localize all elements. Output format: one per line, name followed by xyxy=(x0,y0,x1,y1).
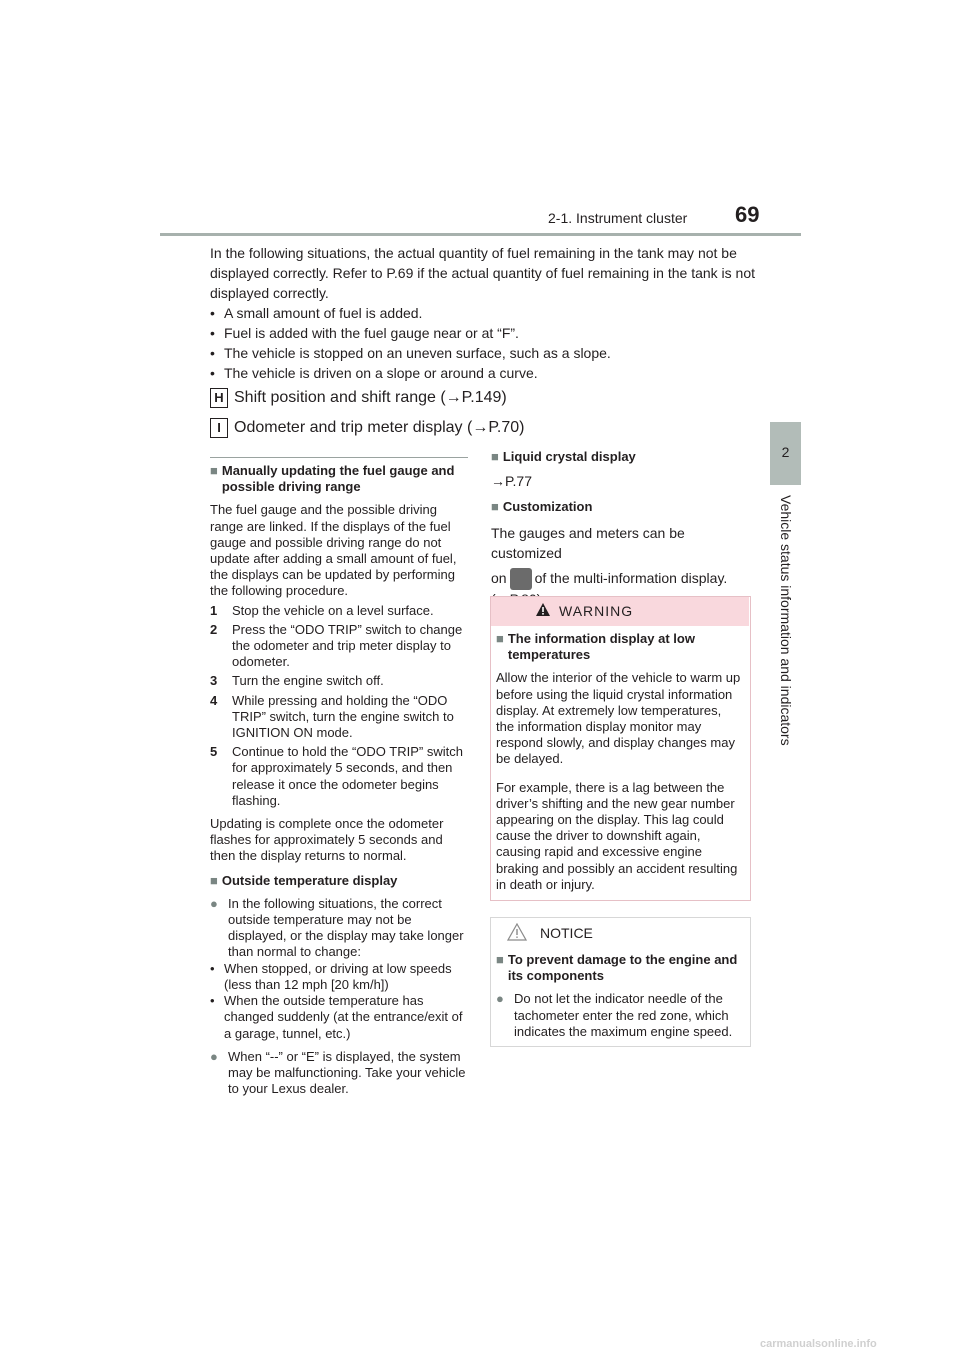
page-number: 69 xyxy=(735,202,760,227)
list-item: • A small amount of fuel is added. xyxy=(210,303,760,323)
warning-content xyxy=(496,631,742,893)
procedure-step: 4 While pressing and holding the “ODO TRIP” switch, turn the engine switch to IGNITION ON mode. xyxy=(210,692,454,741)
label-h xyxy=(210,388,507,408)
watermark: carmanualsonline.info xyxy=(760,1338,877,1350)
square-bullet-icon: ■ xyxy=(210,872,218,888)
square-bullet-icon: ■ xyxy=(210,463,218,478)
square-bullet-icon: ■ xyxy=(491,449,499,464)
list-item: • Fuel is added with the fuel gauge near or at “F”. xyxy=(210,323,760,343)
square-bullet-icon: ■ xyxy=(496,631,504,646)
column-rule xyxy=(210,457,468,458)
manual-update-body: The fuel gauge and the possible driving range are linked. If the displays of the fuel gauge and possible driving range do not update after adding a small amount of fuel, the displays can be updated by performing the following procedure. xyxy=(210,502,457,599)
left-column xyxy=(210,463,468,1097)
label-i xyxy=(210,418,525,438)
chapter-title xyxy=(770,495,801,755)
customization-body-2: on of the multi-information display. xyxy=(491,567,753,590)
lcd-heading: ■ Liquid crystal display xyxy=(491,449,636,464)
outside-temp-subitem: • When stopped, or driving at low speeds (less than 12 mph [20 km/h]) xyxy=(210,960,452,992)
outside-temp-item: ● When “--” or “E” is displayed, the system may be malfunctioning. Take your vehicle to your Lexus dealer. xyxy=(210,1048,466,1097)
procedure-step: 5 Continue to hold the “ODO TRIP” switch for approximately 5 seconds, and then release it once the odometer begins flashing. xyxy=(210,744,463,808)
outside-temp-subitem: • When the outside temperature has changed suddenly (at the entrance/exit of a garage, tunnel, etc.) xyxy=(210,993,463,1041)
chapter-number: 2 xyxy=(781,444,790,460)
warning-icon xyxy=(535,602,551,622)
header-rule xyxy=(160,233,801,236)
procedure-step: 1 Stop the vehicle on a level surface. xyxy=(210,602,434,618)
update-note: Updating is complete once the odometer flashes for approximately 5 seconds and then the display returns to normal. xyxy=(210,816,444,864)
outside-temp-heading: ■ Outside temperature display xyxy=(210,872,398,888)
intro-paragraph: In the following situations, the actual quantity of fuel remaining in the tank may not be displayed correctly. Refer to P.69 if the actual quantity of fuel remaining in the tank is not displayed correctly. xyxy=(210,245,756,301)
label-i-text: Odometer and trip meter display (→P.70) xyxy=(234,419,525,436)
label-h-text: Shift position and shift range (→P.149) xyxy=(234,389,507,406)
intro-block xyxy=(210,243,760,383)
notice-item: ● Do not let the indicator needle of the tachometer enter the red zone, which indicates the maximum engine speed. xyxy=(496,991,733,1039)
lcd-ref: →P.77 xyxy=(491,473,532,490)
warning-para-1: Allow the interior of the vehicle to warm up before using the liquid crystal information display. At extremely low temperatures, the information display monitor may respond slowly, and display changes may be delayed. xyxy=(496,670,741,767)
chapter-tab-rule xyxy=(770,483,801,485)
notice-icon xyxy=(507,923,527,946)
outside-temp-item: ● In the following situations, the correct outside temperature may not be displayed, or the display may take longer than normal to change: xyxy=(210,895,464,960)
square-bullet-icon: ■ xyxy=(496,952,504,967)
notice-content xyxy=(496,952,742,1040)
warning-title: WARNING xyxy=(559,603,634,619)
intro-bullets xyxy=(210,303,760,383)
customization-body-1: The gauges and meters can be customized xyxy=(491,524,685,561)
right-column xyxy=(491,449,753,608)
manual-update-heading: ■ Manually updating the fuel gauge and possible driving range xyxy=(210,463,455,495)
warning-title-bar xyxy=(491,597,749,626)
label-letter-h: H xyxy=(210,388,228,408)
procedure-step: 2 Press the “ODO TRIP” switch to change the odometer and trip meter display to odometer. xyxy=(210,621,463,670)
customization-heading: ■ Customization xyxy=(491,499,593,515)
notice-heading: ■ To prevent damage to the engine and its components xyxy=(496,952,738,984)
list-item: • The vehicle is driven on a slope or around a curve. xyxy=(210,363,760,383)
gear-icon xyxy=(510,568,532,590)
notice-title: NOTICE xyxy=(540,925,593,941)
dot-bullet-icon: ● xyxy=(210,895,218,911)
list-item: • The vehicle is stopped on an uneven surface, such as a slope. xyxy=(210,343,760,363)
section-title: 2-1. Instrument cluster xyxy=(548,210,688,226)
square-bullet-icon: ■ xyxy=(491,499,499,515)
chapter-title-text: Vehicle status information and indicators xyxy=(777,495,794,746)
label-letter-i: I xyxy=(210,418,228,438)
warning-para-2: For example, there is a lag between the driver’s shifting and the new gear number appearing on the display. This lag could cause the driver to downshift again, causing rapid and excessive engine braking and possibly an accident resulting in death or injury. xyxy=(496,779,738,892)
dot-bullet-icon: ● xyxy=(210,1048,218,1064)
warning-heading: ■ The information display at low temperatures xyxy=(496,631,695,663)
dot-bullet-icon: ● xyxy=(496,991,504,1007)
procedure-step: 3 Turn the engine switch off. xyxy=(210,673,384,689)
